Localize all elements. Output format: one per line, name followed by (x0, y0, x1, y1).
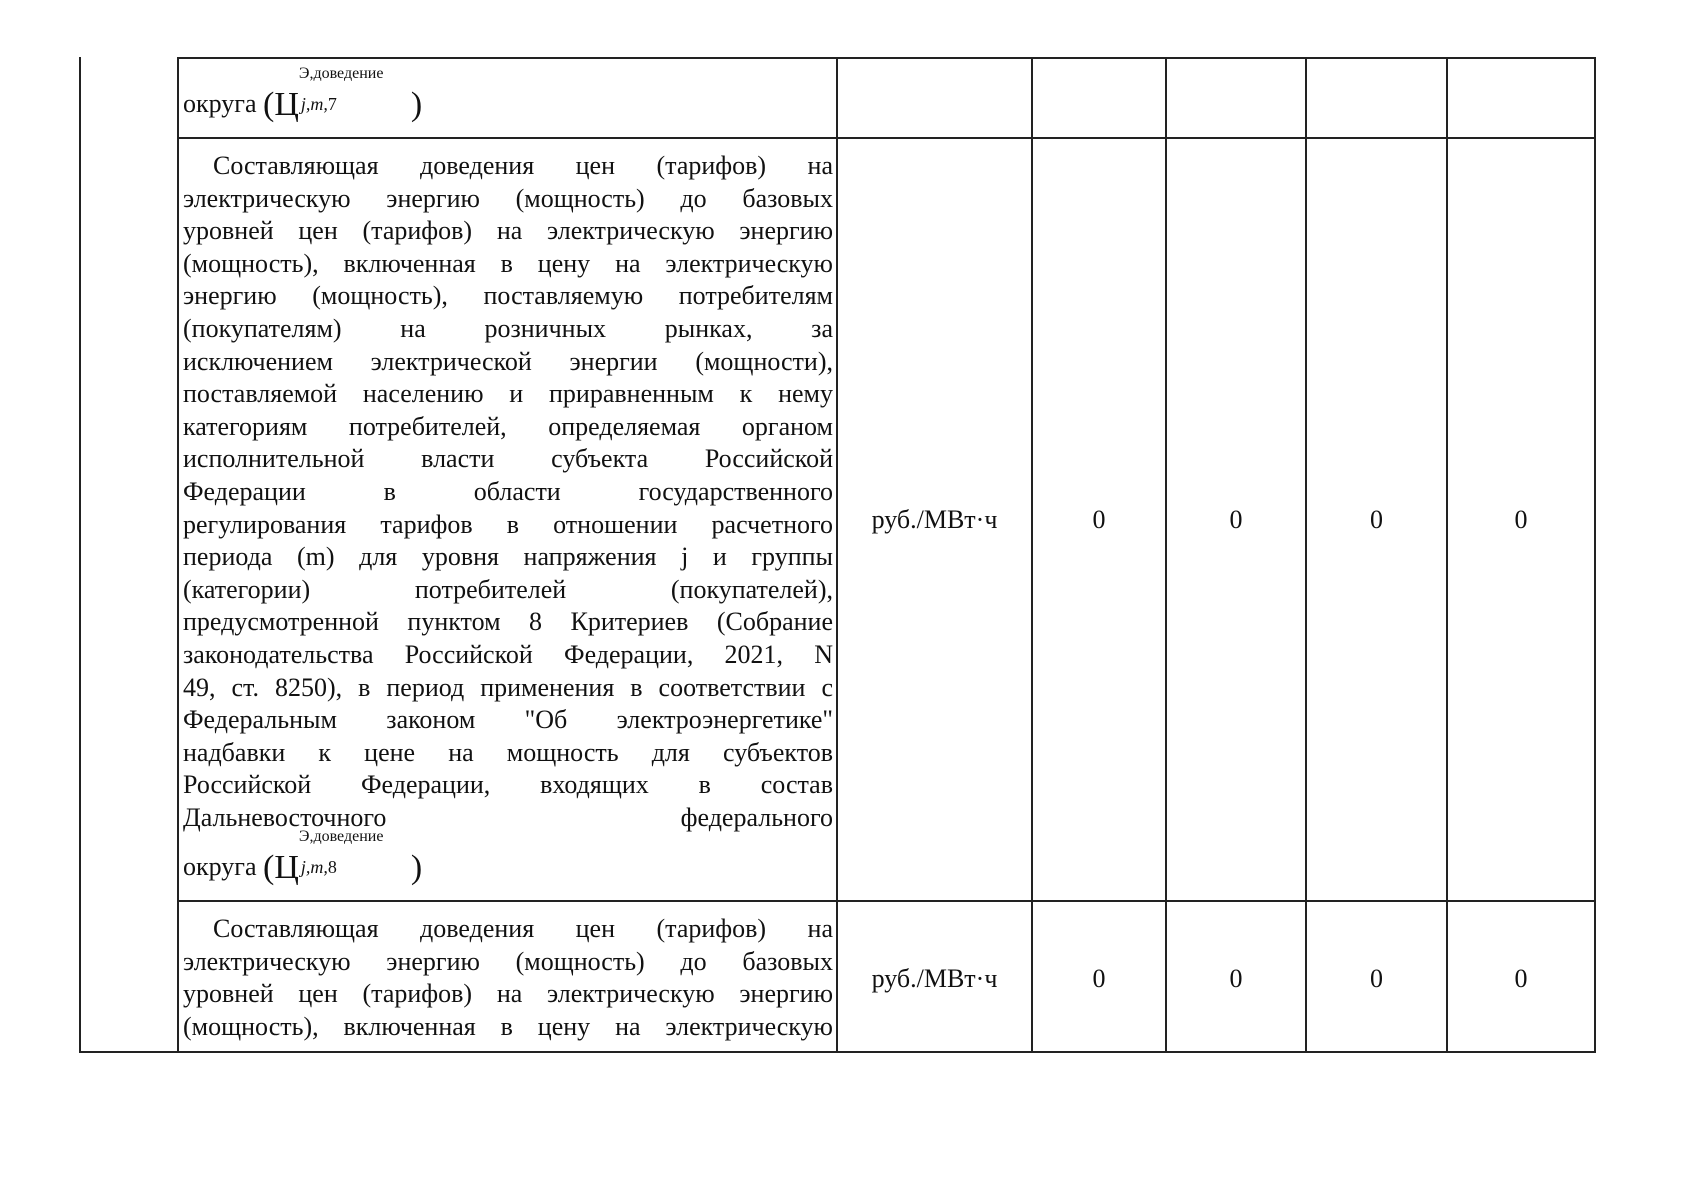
row1-description (183, 65, 833, 123)
row1-formula-superscript: Э,доведение (298, 65, 384, 82)
description-line: законодательства Российской Федерации, 2021, N (183, 639, 833, 669)
row1-formula-symbol: Ц (274, 86, 299, 123)
row1-formula: (Ц Э,доведение j,m,7 ) (263, 80, 422, 122)
description-line: уровней цен (тарифов) на электрическую энергию (183, 979, 833, 1009)
table-left-border (79, 57, 81, 1052)
description-line: Дальневосточного федерального (183, 802, 833, 832)
row2-formula-subscript-vars: j,m, (300, 857, 328, 877)
row2-formula: (Ц Э,доведение j,m,8 ) (263, 843, 422, 885)
description-line: предусмотренной пунктом 8 Критериев (Собрание (183, 607, 833, 637)
column-divider-value-3 (1305, 57, 1307, 1052)
description-line: Федерации в области государственного (183, 476, 833, 506)
row3-value-1: 0 (1092, 964, 1106, 993)
column-divider-unit (836, 57, 838, 1052)
row2-description (183, 150, 833, 834)
description-line: периода (m) для уровня напряжения j и группы (183, 542, 833, 572)
row1-description-tail: округа (183, 89, 257, 118)
table-right-border (1594, 57, 1596, 1052)
description-line: электрическую энергию (мощность) до базовых (183, 183, 833, 213)
description-line: категориям потребителей, определяемая органом (183, 411, 833, 441)
description-line: исполнительной власти субъекта Российской (183, 444, 833, 474)
description-line: 49, ст. 8250), в период применения в соответствии с (183, 672, 833, 702)
row2-value-1: 0 (1092, 505, 1106, 534)
row2-value-2: 0 (1229, 505, 1243, 534)
description-line: электрическую энергию (мощность) до базовых (183, 946, 833, 976)
column-divider-description (177, 57, 179, 1052)
row2-description-last (183, 828, 833, 886)
column-divider-value-4 (1446, 57, 1448, 1052)
row2-value-4: 0 (1514, 505, 1528, 534)
row3-value-2: 0 (1229, 964, 1243, 993)
row2-formula-superscript: Э,доведение (298, 828, 384, 845)
row3-value-4: 0 (1514, 964, 1528, 993)
description-line: (мощность), включенная в цену на электрическую (183, 1011, 833, 1041)
description-line: Российской Федерации, входящих в состав (183, 770, 833, 800)
row3-unit: руб./МВт·ч (871, 964, 998, 993)
description-line: поставляемой населению и приравненным к нему (183, 379, 833, 409)
description-line: регулирования тарифов в отношении расчетного (183, 509, 833, 539)
description-line: уровней цен (тарифов) на электрическую энергию (183, 216, 833, 246)
description-line: Составляющая доведения цен (тарифов) на (213, 914, 833, 943)
row1-formula-subscript-vars: j,m, (300, 94, 328, 114)
row2-description-tail: округа (183, 852, 257, 881)
description-line: (мощность), включенная в цену на электрическую (183, 248, 833, 278)
row2-formula-symbol: Ц (274, 849, 299, 886)
row2-formula-subscript-index: 8 (327, 857, 337, 877)
table-bottom-border (79, 1051, 1596, 1053)
row1-formula-subscript-index: 7 (327, 94, 337, 114)
description-line: надбавки к цене на мощность для субъектов (183, 737, 833, 767)
column-divider-value-2 (1165, 57, 1167, 1052)
row-divider-1 (177, 137, 1596, 139)
description-line: энергию (мощность), поставляемую потребителям (183, 281, 833, 311)
row3-value-3: 0 (1370, 964, 1383, 993)
description-line: (покупателям) на розничных рынках, за (183, 313, 833, 343)
description-line: (категории) потребителей (покупателей), (183, 574, 833, 604)
row2-value-3: 0 (1370, 505, 1383, 534)
description-line: исключением электрической энергии (мощности), (183, 346, 833, 376)
row2-unit: руб./МВт·ч (871, 505, 998, 534)
row3-description (183, 913, 833, 1043)
table-top-border (177, 57, 1596, 59)
row-divider-2 (177, 900, 1596, 902)
description-line: Федеральным законом "Об электроэнергетике" (183, 705, 833, 735)
description-line: Составляющая доведения цен (тарифов) на (213, 151, 833, 180)
column-divider-value-1 (1031, 57, 1033, 1052)
